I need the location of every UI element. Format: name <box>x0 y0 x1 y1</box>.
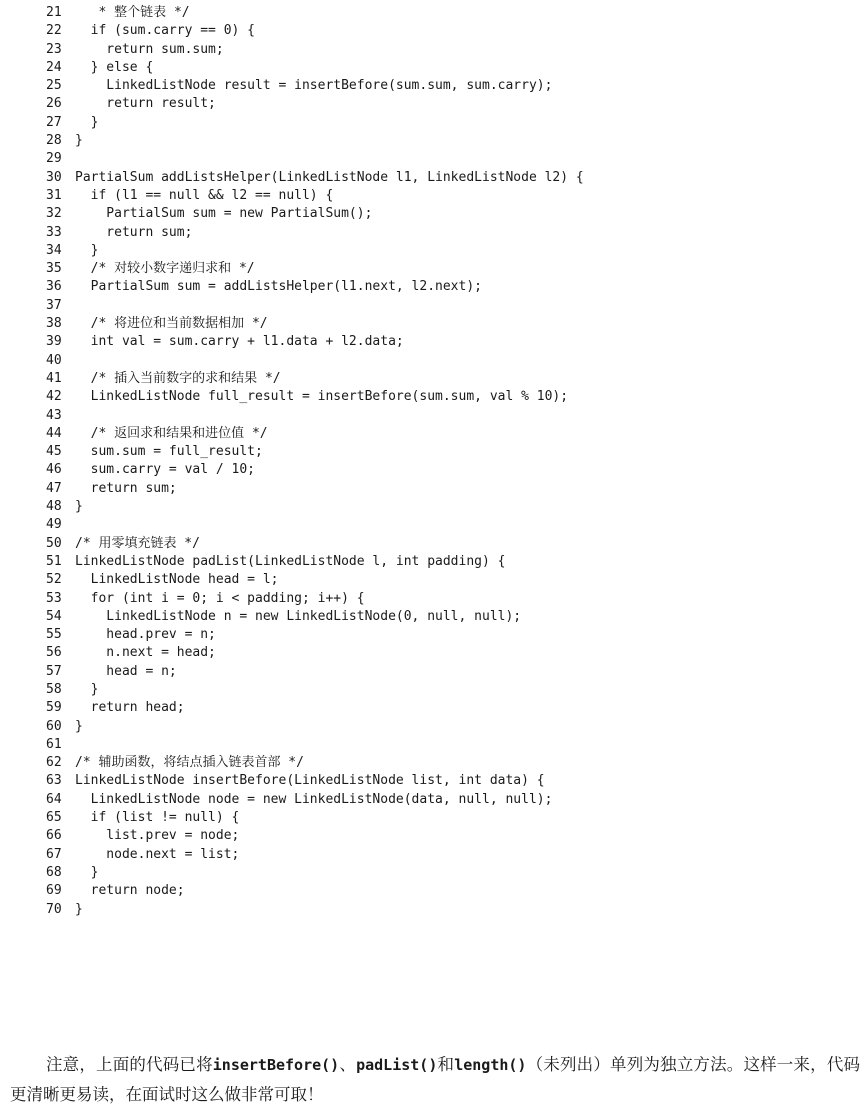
code-line <box>46 827 584 845</box>
line-number: 50 <box>46 535 62 551</box>
explanatory-note <box>10 1050 860 1110</box>
code-text: list.prev = node; <box>75 828 240 844</box>
code-text: PartialSum addListsHelper(LinkedListNode l1, LinkedListNode l2) { <box>75 169 584 185</box>
code-line <box>46 224 584 242</box>
line-number: 31 <box>46 187 62 203</box>
code-text: /* 对较小数字递归求和 */ <box>75 261 255 277</box>
code-line <box>46 132 584 150</box>
line-number: 28 <box>46 133 62 149</box>
line-number: 59 <box>46 700 62 716</box>
line-number: 62 <box>46 755 62 771</box>
line-number: 29 <box>46 151 62 167</box>
code-line <box>46 535 584 553</box>
note-code-length: length() <box>454 1055 527 1074</box>
code-line <box>46 644 584 662</box>
code-text: /* 用零填充链表 */ <box>75 535 200 551</box>
code-text: sum.carry = val / 10; <box>75 462 256 478</box>
code-line <box>46 480 584 498</box>
code-line <box>46 846 584 864</box>
code-line <box>46 516 584 534</box>
code-line <box>46 370 584 388</box>
line-number: 44 <box>46 425 62 441</box>
code-text: } <box>75 242 99 258</box>
code-text: return sum.sum; <box>75 41 224 57</box>
code-line <box>46 388 584 406</box>
line-number: 65 <box>46 810 62 826</box>
code-text: PartialSum sum = new PartialSum(); <box>75 206 373 222</box>
line-number: 43 <box>46 407 62 423</box>
code-listing <box>46 4 584 919</box>
code-line <box>46 77 584 95</box>
code-text: /* 将进位和当前数据相加 */ <box>75 316 268 332</box>
code-text: } <box>75 864 99 880</box>
code-text: LinkedListNode head = l; <box>75 572 279 588</box>
line-number: 58 <box>46 681 62 697</box>
line-number: 68 <box>46 864 62 880</box>
code-line <box>46 95 584 113</box>
code-line <box>46 205 584 223</box>
code-line <box>46 22 584 40</box>
code-line <box>46 809 584 827</box>
line-number: 36 <box>46 279 62 295</box>
code-text: } <box>75 133 83 149</box>
code-line <box>46 59 584 77</box>
line-number: 53 <box>46 590 62 606</box>
line-number: 52 <box>46 572 62 588</box>
code-text: LinkedListNode result = insertBefore(sum.sum, sum.carry); <box>75 78 553 94</box>
code-line <box>46 699 584 717</box>
line-number: 69 <box>46 883 62 899</box>
line-number: 25 <box>46 78 62 94</box>
code-text: n.next = head; <box>75 645 216 661</box>
note-text-4: （未列出）单列为独立方法。这样一来，代码更清晰更易读，在面试时这么做非常可取！ <box>10 1054 861 1104</box>
line-number: 47 <box>46 480 62 496</box>
note-code-padlist: padList() <box>356 1055 438 1074</box>
line-number: 33 <box>46 224 62 240</box>
code-text: /* 返回求和结果和进位值 */ <box>75 425 268 441</box>
line-number: 26 <box>46 96 62 112</box>
line-number: 57 <box>46 663 62 679</box>
code-line <box>46 443 584 461</box>
code-text: return sum; <box>75 480 177 496</box>
code-text: } <box>75 681 99 697</box>
code-text: /* 插入当前数字的求和结果 */ <box>75 370 281 386</box>
code-line <box>46 4 584 22</box>
code-text: * 整个链表 */ <box>75 5 190 20</box>
code-text: if (sum.carry == 0) { <box>75 23 256 39</box>
line-number: 48 <box>46 499 62 515</box>
line-number: 24 <box>46 59 62 75</box>
code-line <box>46 882 584 900</box>
code-line <box>46 333 584 351</box>
code-line <box>46 772 584 790</box>
code-text: sum.sum = full_result; <box>75 444 263 460</box>
code-text: } <box>75 901 83 917</box>
line-number: 51 <box>46 553 62 569</box>
note-code-insertbefore: insertBefore() <box>212 1055 340 1074</box>
code-text: } <box>75 114 99 130</box>
line-number: 42 <box>46 389 62 405</box>
line-number: 70 <box>46 901 62 917</box>
code-line <box>46 626 584 644</box>
line-number: 27 <box>46 114 62 130</box>
code-text: } <box>75 499 83 515</box>
line-number: 39 <box>46 334 62 350</box>
code-text: return node; <box>75 883 185 899</box>
note-text-3: 和 <box>437 1054 455 1074</box>
code-line <box>46 553 584 571</box>
code-text: LinkedListNode padList(LinkedListNode l, int padding) { <box>75 553 506 569</box>
code-line <box>46 461 584 479</box>
line-number: 61 <box>46 736 62 752</box>
code-line <box>46 718 584 736</box>
code-text: head = n; <box>75 663 177 679</box>
code-text: PartialSum sum = addListsHelper(l1.next, l2.next); <box>75 279 482 295</box>
code-line <box>46 297 584 315</box>
code-text: LinkedListNode node = new LinkedListNode(data, null, null); <box>75 791 553 807</box>
code-line <box>46 352 584 370</box>
line-number: 66 <box>46 828 62 844</box>
code-text: } else { <box>75 59 154 75</box>
code-text: return result; <box>75 96 216 112</box>
code-line <box>46 791 584 809</box>
code-line <box>46 425 584 443</box>
note-text-1: 注意，上面的代码已将 <box>46 1054 213 1074</box>
line-number: 38 <box>46 316 62 332</box>
line-number: 41 <box>46 370 62 386</box>
code-line <box>46 498 584 516</box>
code-line <box>46 901 584 919</box>
code-line <box>46 608 584 626</box>
code-text: LinkedListNode full_result = insertBefore(sum.sum, val % 10); <box>75 389 569 405</box>
code-line <box>46 736 584 754</box>
line-number: 23 <box>46 41 62 57</box>
code-line <box>46 681 584 699</box>
line-number: 32 <box>46 206 62 222</box>
code-text: if (list != null) { <box>75 810 240 826</box>
code-line <box>46 187 584 205</box>
line-number: 56 <box>46 645 62 661</box>
line-number: 34 <box>46 242 62 258</box>
code-text: int val = sum.carry + l1.data + l2.data; <box>75 334 404 350</box>
line-number: 55 <box>46 627 62 643</box>
line-number: 67 <box>46 846 62 862</box>
line-number: 46 <box>46 462 62 478</box>
line-number: 63 <box>46 773 62 789</box>
code-text: node.next = list; <box>75 846 240 862</box>
code-line <box>46 571 584 589</box>
line-number: 37 <box>46 297 62 313</box>
code-line <box>46 864 584 882</box>
line-number: 35 <box>46 261 62 277</box>
note-text-2: 、 <box>339 1054 357 1074</box>
code-text: return sum; <box>75 224 193 240</box>
code-line <box>46 260 584 278</box>
code-line <box>46 315 584 333</box>
code-text: LinkedListNode n = new LinkedListNode(0, null, null); <box>75 608 522 624</box>
code-text: if (l1 == null && l2 == null) { <box>75 187 334 203</box>
line-number: 45 <box>46 444 62 460</box>
code-text: for (int i = 0; i < padding; i++) { <box>75 590 365 606</box>
code-line <box>46 278 584 296</box>
line-number: 49 <box>46 517 62 533</box>
code-text: } <box>75 718 83 734</box>
line-number: 64 <box>46 791 62 807</box>
code-line <box>46 150 584 168</box>
code-line <box>46 114 584 132</box>
line-number: 30 <box>46 169 62 185</box>
code-line <box>46 590 584 608</box>
code-line <box>46 663 584 681</box>
code-line <box>46 754 584 772</box>
line-number: 60 <box>46 718 62 734</box>
line-number: 21 <box>46 5 62 20</box>
line-number: 40 <box>46 352 62 368</box>
code-line <box>46 169 584 187</box>
code-line <box>46 41 584 59</box>
code-line <box>46 242 584 260</box>
code-text: head.prev = n; <box>75 627 216 643</box>
code-text: /* 辅助函数，将结点插入链表首部 */ <box>75 755 304 771</box>
code-line <box>46 407 584 425</box>
code-text: return head; <box>75 700 185 716</box>
code-text: LinkedListNode insertBefore(LinkedListNode list, int data) { <box>75 773 545 789</box>
line-number: 54 <box>46 608 62 624</box>
line-number: 22 <box>46 23 62 39</box>
